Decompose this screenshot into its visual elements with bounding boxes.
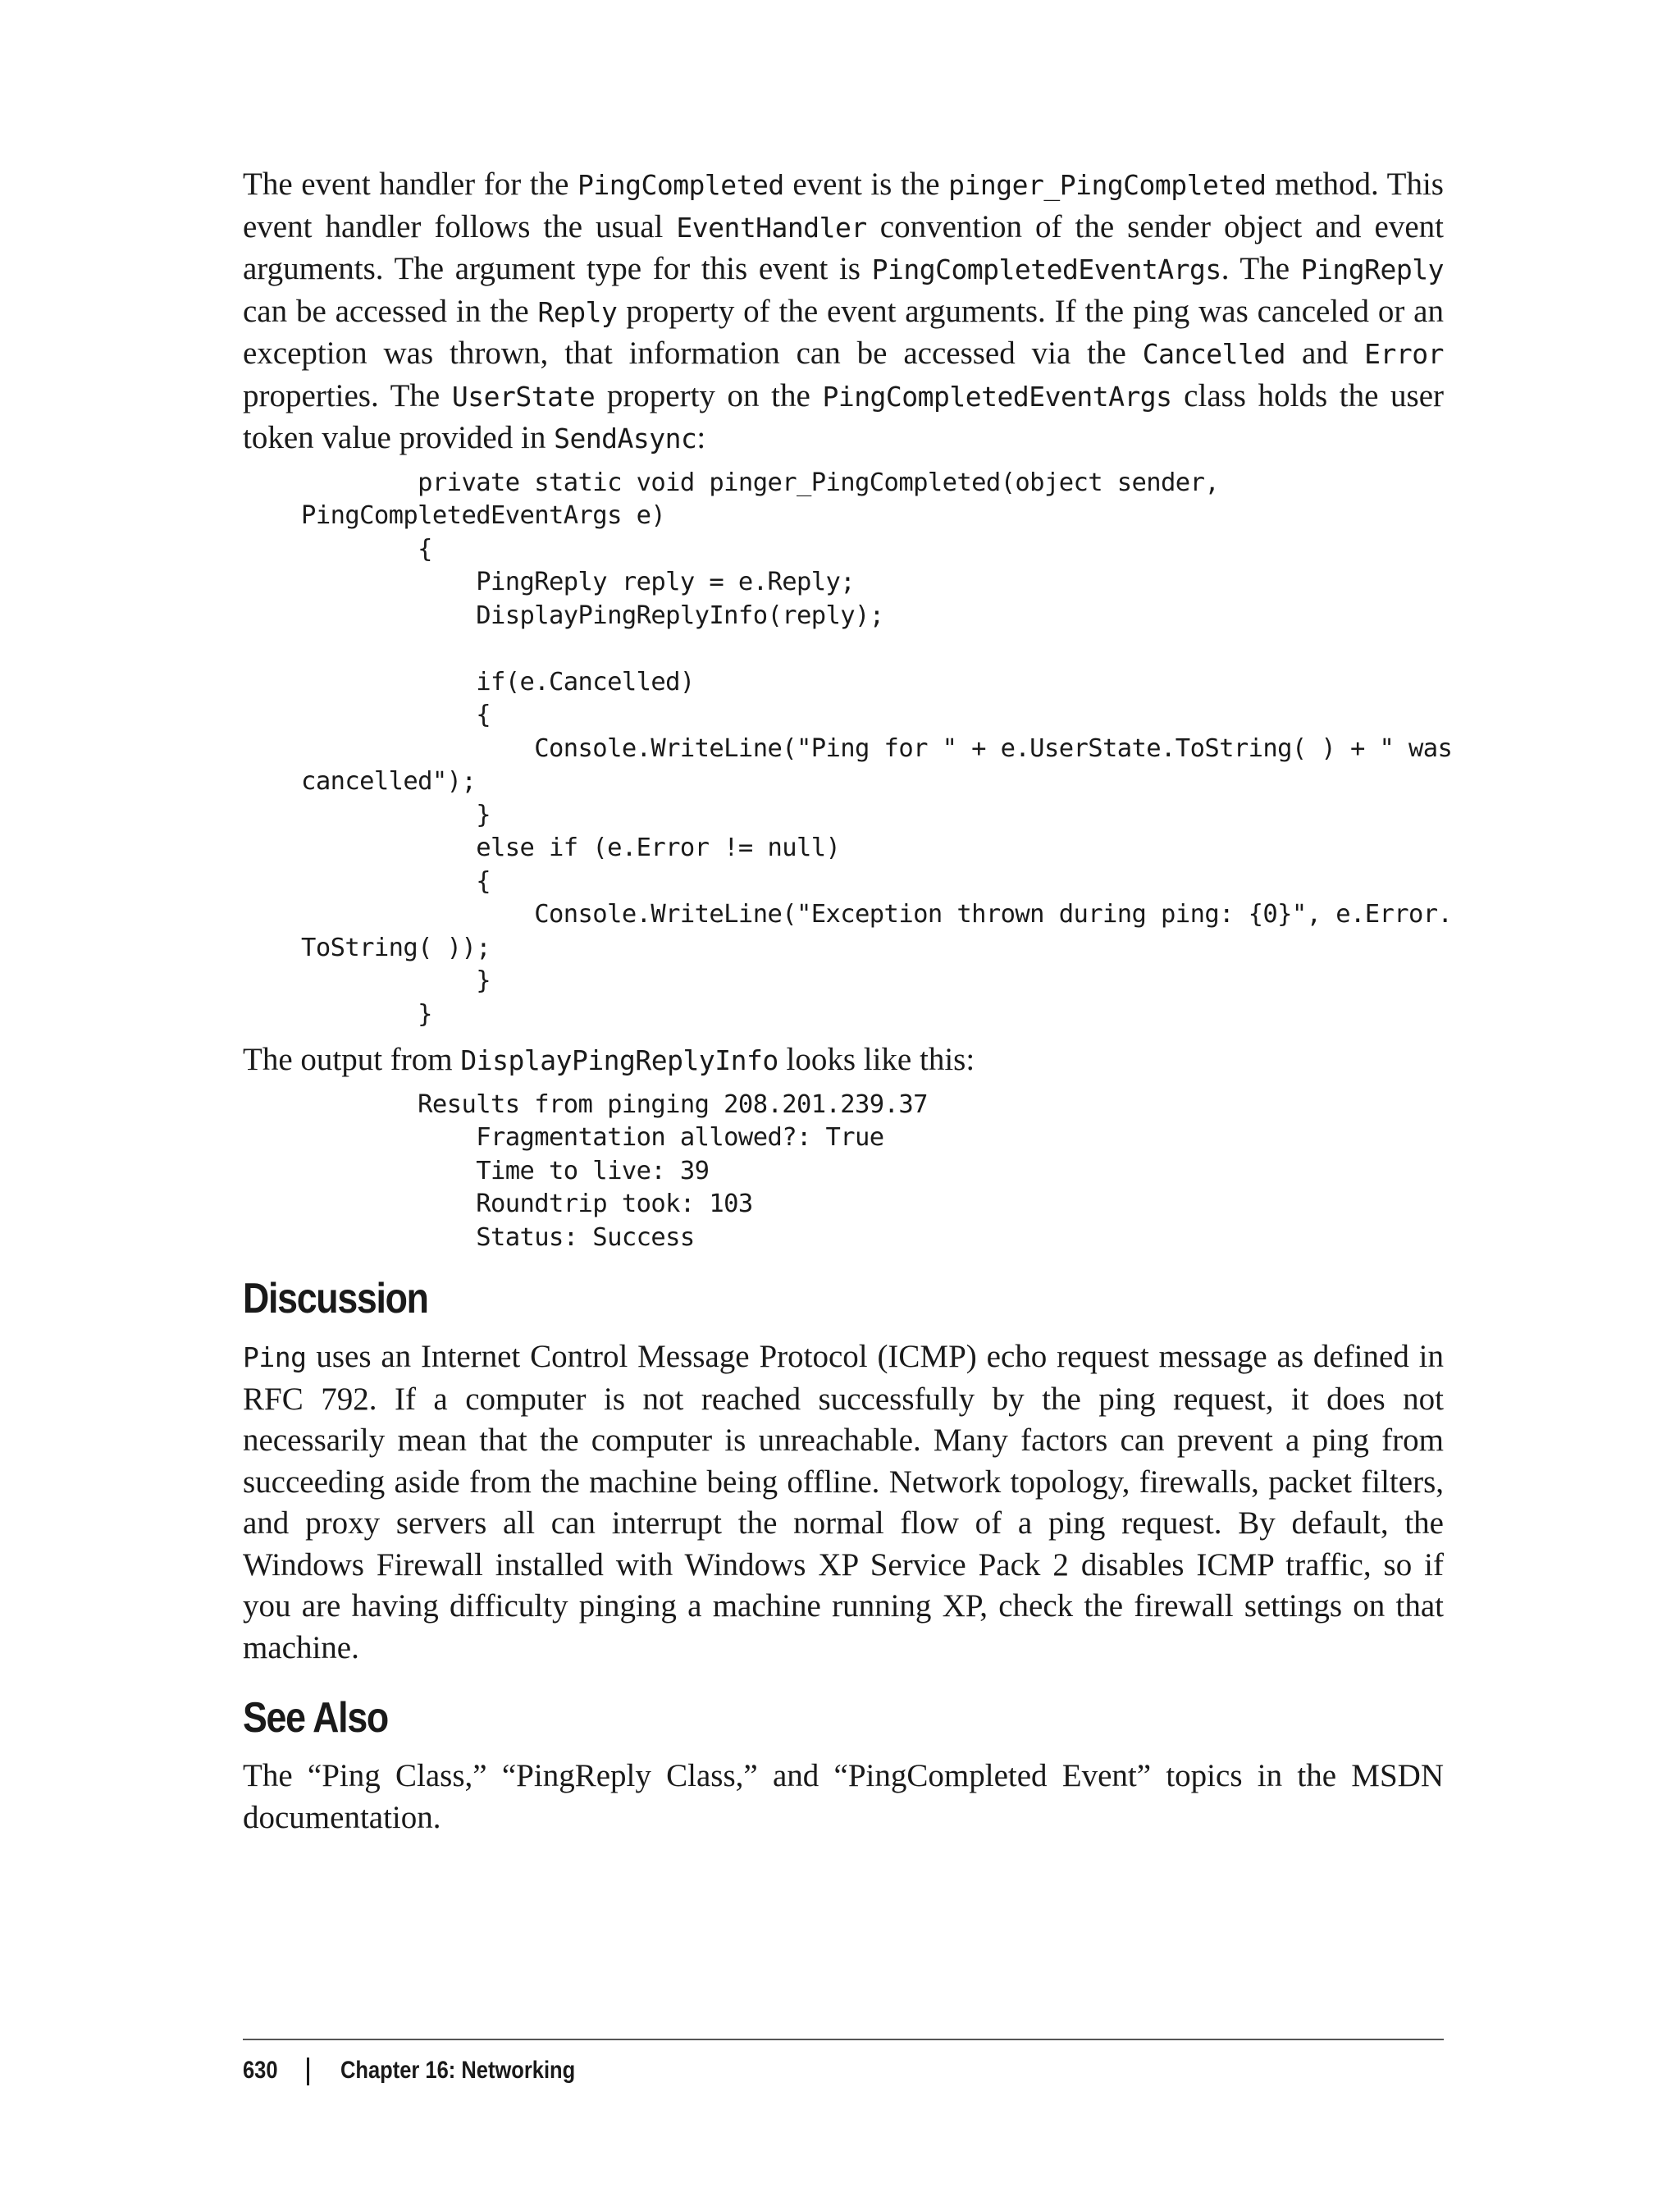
code-line: PingReply reply = e.Reply; [243, 568, 856, 596]
chapter-title: Chapter 16: Networking [340, 2057, 576, 2084]
code-line: Console.WriteLine("Exception thrown during ping: {0}", e.Error. [243, 900, 1453, 929]
code-block-output [243, 1089, 1444, 1255]
code-line: Fragmentation allowed?: True [243, 1123, 884, 1152]
intro-paragraph: The event handler for the PingCompleted event is the pinger_PingCompleted method. This event handler follows the usual EventHandler convention of the sender object and event arguments. The argument type for this event is PingCompletedEventArgs. The PingReply can be accessed in the Reply property of the event arguments. If the ping was canceled or an exception was thrown, that information can be accessed via the Cancelled and Error properties. The UserState property on the PingCompletedEventArgs class holds the user token value provided in SendAsync: [243, 167, 1445, 455]
code-line: ToString( )); [243, 933, 491, 962]
code-line: } [243, 800, 491, 829]
code-line: cancelled"); [243, 767, 477, 796]
page-content [243, 164, 1453, 1838]
code-line: private static void pinger_PingCompleted(object sender, [243, 468, 1220, 497]
discussion-paragraph: Ping uses an Internet Control Message Protocol (ICMP) echo request message as defined in RFC 792. If a computer is not reached successfully by the ping request, it does not necessarily mean that the computer is unreachable. Many factors can prevent a ping from succeeding aside from the machine being offline. Network topology, firewalls, packet filters, and proxy servers all can interrupt the normal flow of a ping request. By default, the Windows Firewall installed with Windows XP Service Pack 2 disables ICMP traffic, so if you are having difficulty pinging a machine running XP, check the firewall settings on that machine. [243, 1339, 1444, 1665]
code-line: DisplayPingReplyInfo(reply); [243, 601, 884, 630]
output-paragraph: The output from DisplayPingReplyInfo looks like this: [243, 1042, 975, 1077]
discussion-heading: Discussion [243, 1275, 428, 1322]
code-line: { [243, 701, 491, 729]
page-footer [243, 2039, 1444, 2085]
code-line: Status: Success [243, 1222, 695, 1252]
code-line: } [243, 999, 432, 1029]
page-number: 630 [243, 2057, 278, 2084]
code-line: Console.WriteLine("Ping for " + e.UserState.ToString( ) + " was [243, 733, 1453, 763]
code-line: PingCompletedEventArgs e) [243, 501, 666, 530]
code-line: Time to live: 39 [243, 1156, 710, 1185]
code-line: Results from pinging 208.201.239.37 [243, 1089, 928, 1119]
code-line [243, 633, 1444, 666]
see-also-heading: See Also [243, 1694, 388, 1742]
code-line: if(e.Cancelled) [243, 667, 695, 697]
code-line: { [243, 866, 491, 896]
code-line: { [243, 534, 432, 564]
code-line: } [243, 966, 491, 995]
footer-separator [307, 2058, 309, 2085]
code-line: else if (e.Error != null) [243, 834, 841, 862]
code-block-event-handler [243, 467, 1453, 1032]
see-also-paragraph: The “Ping Class,” “PingReply Class,” and “PingCompleted Event” topics in the MSDN documentation. [243, 1758, 1444, 1835]
code-line: Roundtrip took: 103 [243, 1190, 753, 1218]
